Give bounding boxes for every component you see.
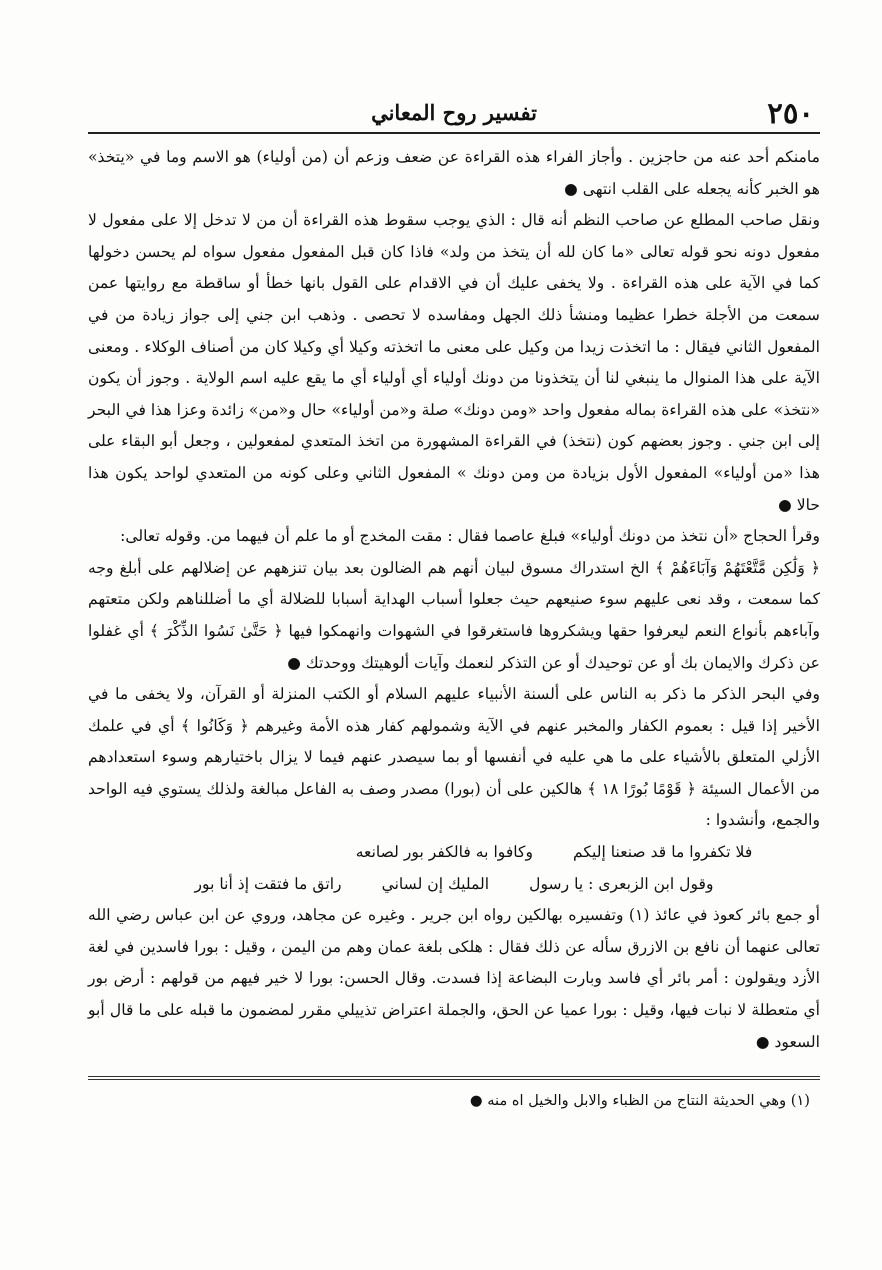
paragraph: أو جمع بائر كعوذ في عائذ (١) وتفسيره بهالكين رواه ابن جرير . وغيره عن مجاهد، وروي عن ابن عباس رضي الله تعالى عنهما أن نافع بن الازرق سأله عن ذلك فقال : هلكى بلغة عمان وهم من اليمن ، وقيل : بورا فاسدين في لغة الأزد ويقولون : أمر بائر أي فاسد وبارت البضاعة إذا فسدت. وقال الحسن: بورا لا خير فيهم من قولهم : أرض بور أي متعطلة لا نبات فيها، وقيل : بورا عميا عن الحق، والجملة اعتراض تذييلي مقرر لمضمون ما قبله على ما قال أبو السعود ● [88,906,821,1051]
paragraph: وقرأ الحجاج «أن نتخذ من دونك أولياء» فبلغ عاصما فقال : مقت المخدج أو ما علم أن فيهما من. وقوله تعالى: [120,527,820,546]
paragraph: ﴿ وَلَٰكِن مَّتَّعْتَهُمْ وَآبَاءَهُمْ ﴾ الخ استدراك مسوق لبيان أنهم هم الضالون بعد بيان تنزههم عن إضلالهم على أبلغ وجه كما سمعت ، وقد نعى عليهم سوء صنيعهم حيث جعلوا أسباب الهداية أسبابا للضلالة أي ما أضللناهم ولكن متعتهم وآباءهم بأنواع النعم ليعرفوا حقها ويشكروها فاستغرقوا في الشهوات وانهمكوا فيها ﴿ حَتَّىٰ نَسُوا الذِّكْرَ ﴾ أي غفلوا عن ذكرك والايمان بك أو عن توحيدك أو عن التذكر لنعمك وآيات ألوهيتك ووحدتك ● [88,558,820,672]
verse-hemistich: راتق ما فتقت إذ أنا بور [194,874,342,893]
verse-hemistich: وكافوا به فالكفر بور لصانعه [355,843,533,862]
main-text [88,142,820,1058]
page-header [88,92,820,134]
paragraph: مامنكم أحد عنه من حاجزين . وأجاز الفراء هذه القراءة عن ضعف وزعم أن (من أولياء) هو الاسم وما في «يتخذ» هو الخبر كأنه يجعله على القلب انتهى ● [88,148,820,198]
page-number: ٢٥٠ [767,96,814,130]
paragraph: وفي البحر الذكر ما ذكر به الناس على ألسنة الأنبياء عليهم السلام أو الكتب المنزلة أو القرآن، ولا يخفى ما في الأخير إذا قيل : بعموم الكفار والمخبر عنهم في الآية وشمولهم كفار هذه الأمة وغيرهم ﴿ وَكَانُوا ﴾ أي في علمك الأزلي المتعلق بالأشياء على ما هي عليه في أنفسها أو بما سيصدر عنهم فيما لا يزال باختيارهم وسوء استعدادهم من الأعمال السيئة ﴿ قَوْمًا بُورًا ١٨ ﴾ هالكين على أن (بورا) مصدر وصف به الفاعل مبالغة ولذلك يستوي فيه الواحد والجمع، وأنشدوا : [88,685,820,830]
book-page [88,92,820,1212]
poetry-verse [88,869,820,901]
footnote: (١) وهي الحديثة النتاج من الظباء والابل والخيل اه منه ● [469,1092,810,1110]
verse-hemistich: فلا تكفروا ما قد صنعنا إليكم [573,843,753,862]
poetry-verse [88,837,820,869]
verse-hemistich: المليك إن لساني [381,874,490,893]
paragraph: ونقل صاحب المطلع عن صاحب النظم أنه قال : الذي يوجب سقوط هذه القراءة أن من لا تدخل إلا على مفعول لا مفعول دونه نحو قوله تعالى «ما كان لله أن يتخذ من ولد» فاذا كان قبل المفعول مفعول سواه لم يحسن دخولها كما في الآية على هذه القراءة . ولا يخفى عليك أن في الاقدام على القول بانها خطأ أو ساقطة مع روايتها عمن سمعت من الأجلة خطرا عظيما ومنشأ ذلك الجهل ومفاسده لا تحصى . وذهب ابن جني إلى جواز زيادة من في المفعول الثاني فيقال : ما اتخذت زيدا من وكيل على معنى ما اتخذته وكيلا أي وكيلا كان من أصناف الوكلاء . ومعنى الآية على هذا المنوال ما ينبغي لنا أن يتخذونا من دونك أولياء أي أولياء أي ما يقع عليه اسم الولاية . وجوز أن يكون «نتخذ» على هذه القراءة بماله مفعول واحد «ومن دونك» صلة و«من أولياء» حال و«من» زائدة وعزا هذا في البحر إلى ابن جني . وجوز بعضهم كون (نتخذ) في القراءة المشهورة من اتخذ المتعدي لمفعولين ، وجعل أبو البقاء على هذا «من أولياء» المفعول الأول بزيادة من ومن دونك » المفعول الثاني وعلى كونه من المتعدي لواحد يكون هذا حالا ● [88,211,820,514]
verse-intro: وقول ابن الزبعرى : يا رسول [529,874,714,893]
running-title: تفسير روح المعاني [371,100,537,125]
footnote-divider [88,1076,820,1080]
